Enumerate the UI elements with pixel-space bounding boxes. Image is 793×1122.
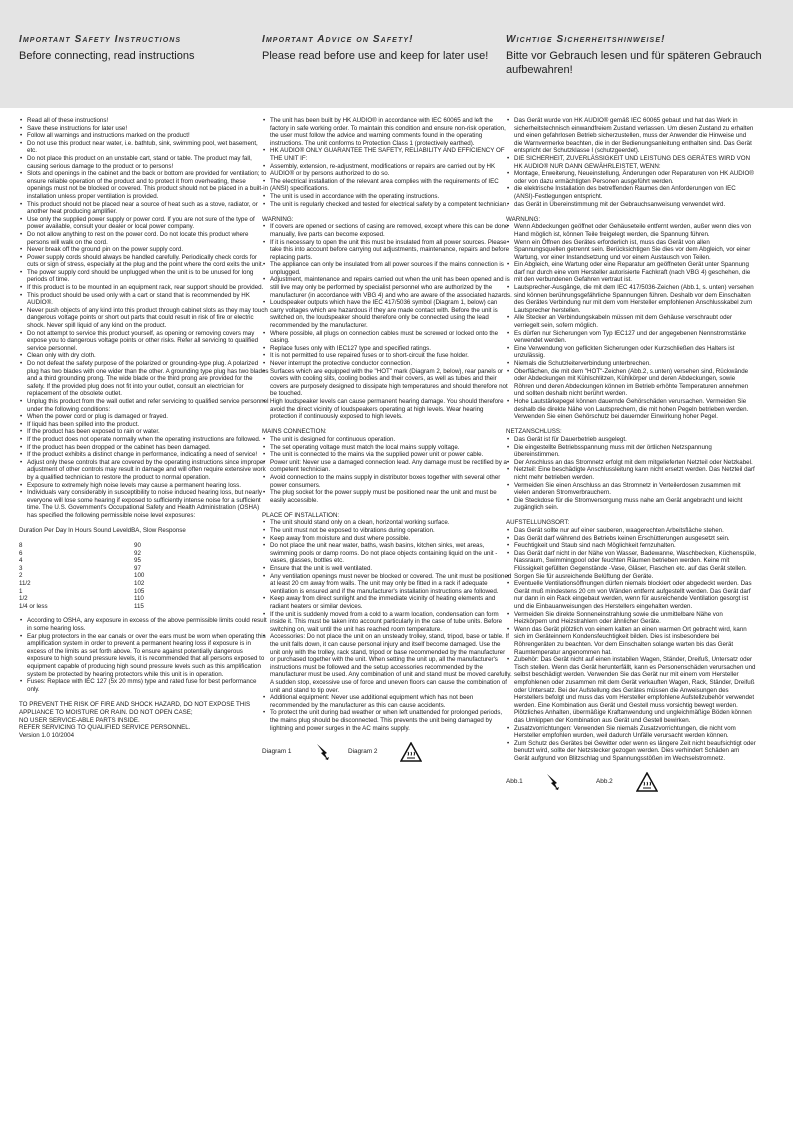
header-mid-title: Important Advice on Safety! — [262, 34, 414, 45]
list-item: • It is not permitted to use repaired fuses or to short-circuit the fuse holder. — [270, 352, 512, 360]
safety-list — [19, 117, 269, 519]
place-list — [262, 519, 512, 732]
list-item: • The unit is used in accordance with the operating instructions. — [270, 193, 512, 201]
duration-cell: 1 — [19, 587, 23, 595]
list-item: • HK AUDIO® ONLY GUARANTEE THE SAFETY, RELIABILITY AND EFFICIENCY OF THE UNIT IF: — [270, 147, 512, 162]
table-row — [19, 550, 144, 558]
list-item: • Ensure that the unit is well ventilated. — [270, 565, 512, 573]
list-item: • Vermeiden Sie direkte Sonneneinstrahlung sowie die unmittelbare Nähe von Heizkörpern und Heizstrahlern oder ähnlicher Geräte. — [514, 611, 756, 626]
list-item: • DIE SICHERHEIT, ZUVERLÄSSIGKEIT UND LEISTUNG DES GERÄTES WIRD VON HK AUDIO® NUR DANN GEWÄHRLEISTET, WENN: — [514, 155, 756, 170]
abb-2-label: Abb.2 — [596, 778, 613, 786]
mains-heading: MAINS CONNECTION: — [262, 428, 327, 436]
list-item: • The unit should stand only on a clean, horizontal working surface. — [270, 519, 512, 527]
duration-cell: 3 — [19, 564, 23, 572]
list-item: • To protect the unit during bad weather or when left unattended for prolonged periods, the mains plug should be disconnected. This prevents the unit being damaged by lightning and power surges in the AC mains supply. — [270, 709, 512, 732]
list-item: • Power unit: Never use a damaged connection lead. Any damage must be rectified by a competent technician. — [270, 459, 512, 474]
list-item: • Any ventilation openings must never be blocked or covered. The unit must be positioned at least 20 cm away from walls. The unit may only be fitted in a rack if adequate ventilation is ensured and if the manufacturer's installation instructions are followed. — [270, 573, 512, 596]
list-item: • Es dürfen nur Sicherungen vom Typ IEC127 und der angegebenen Nennstromstärke verwendet werden. — [514, 330, 756, 345]
header-de — [506, 34, 766, 77]
column-english-advice — [262, 117, 512, 768]
version-label: Version 1.0 10/2004 — [19, 731, 75, 739]
warning-list — [262, 223, 512, 420]
list-item: • High loudspeaker levels can cause permanent hearing damage. You should therefore avoid the direct vicinity of loudspeakers operating at high levels. Wear hearing protection if continuously exposed to high levels. — [270, 398, 512, 421]
duration-cell: 6 — [19, 549, 23, 557]
list-item: • This product should be used only with a cart or stand that is recommended by HK AUDIO®. — [27, 292, 269, 307]
list-item: • This product should not be placed near a source of heat such as a stove, radiator, or another heat producing amplifier. — [27, 201, 269, 216]
list-item: • Follow all warnings and instructions marked on the product! — [27, 132, 269, 140]
list-item: • Replace fuses only with IEC127 type and specified ratings. — [270, 345, 512, 353]
list-item: • Do not defeat the safety purpose of the polarized or grounding-type plug. A polarized plug has two blades with one wider than the other. A grounding type plug has two blades and a third grounding prong. The wide blade or the third prong are provided for the safety. If the provided plug does not fit into your outlet, consult an electrician for replacement of the obsolete outlet. — [27, 360, 269, 398]
header-de-title: Wichtige Sicherheitshinweise! — [506, 34, 666, 45]
list-item: • Assembly, extension, re-adjustment, modifications or repairs are carried out by HK AUDIO® or by persons authorized to do so. — [270, 163, 512, 178]
level-cell: 100 — [134, 572, 145, 580]
abb-1-label: Abb.1 — [506, 778, 523, 786]
list-item: • Adjustment, maintenance and repairs carried out when the unit has been opened and is still live may only be performed by specialist personnel who are authorized by the manufacturer (in accordance with VBG 4) and who are aware of the associated hazards. — [270, 276, 512, 299]
list-item: • Alle Stecker an Verbindungskabeln müssen mit dem Gehäuse verschraubt oder verriegelt sein, sofern möglich. — [514, 314, 756, 329]
list-item: • The set operating voltage must match the local mains supply voltage. — [270, 444, 512, 452]
header-en-title: Important Safety Instructions — [19, 34, 182, 45]
list-item: • Never interrupt the protective conductor connection. — [270, 360, 512, 368]
list-item: • Das Gerät darf nicht in der Nähe von Wasser, Badewanne, Waschbecken, Küchenspüle, Nassraum, Swimmingpool oder feuchten Räumen betrieben werden. Keine mit Flüssigkeit gefüllten Gegenstände -Vase, Gläser, Flaschen etc. auf das Gerät stellen. — [514, 550, 756, 573]
hot-surface-icon — [400, 742, 422, 762]
diagram-1-label: Diagram 1 — [262, 748, 292, 756]
list-item: • Individuals vary considerably in susceptibility to noise induced hearing loss, but nearly everyone will lose some hearing if exposed to sufficiently intense noise for a sufficient time. The U.S. Government's Occupational Safety and Health Administration (OSHA) has specified the following permissible noise level exposures: — [27, 489, 269, 519]
list-item: • Keep away from direct sunlight and the immediate vicinity of heating elements and radiant heaters or similar devices. — [270, 595, 512, 610]
list-item: • Exposure to extremely high noise levels may cause a permanent hearing loss. — [27, 482, 269, 490]
konformitaet-list — [506, 117, 756, 208]
aufstellungsort-list — [506, 527, 756, 762]
list-item: • Accessories: Do not place the unit on an unsteady trolley, stand, tripod, base or table. If the unit falls down, it can cause personal injury and itself become damaged. Use the unit only with the trolley, rack stand, tripod or base recommended by the manufacturer or purchased together with the unit. When setting the unit up, all the manufacturer's instructions must be followed and the setup accessories recommended by the manufacturer must be used. Any combination of unit and stand must be moved carefully. A sudden stop, excessive use of force and uneven floors can cause the combination of unit and stand to tip over. — [270, 633, 512, 694]
list-item: • die elektrische Installation des betreffenden Raumes den Anforderungen von IEC (ANSI)-Festlegungen entspricht. — [514, 185, 756, 200]
list-item: • If the product exhibits a distinct change in performance, indicating a need of service! — [27, 451, 269, 459]
list-item: • Lautsprecher-Ausgänge, die mit dem IEC 417/5036-Zeichen (Abb.1, s. unten) versehen sind können berührungsgefährliche Spannungen führen. Deshalb vor dem Einschalten des Gerätes Verbindung nur mit dem vom Hersteller empfohlenen Anschlusskabel zum Lautsprecher herstellen. — [514, 284, 756, 314]
list-item: • Unplug this product from the wall outlet and refer servicing to qualified service personnel under the following conditions: — [27, 398, 269, 413]
list-item: • If the unit is suddenly moved from a cold to a warm location, condensation can form inside it. This must be taken into account particularly in the case of tube units. Before switching on, wait until the unit has reached room temperature. — [270, 611, 512, 634]
abb-row — [506, 772, 756, 798]
conformity-list — [262, 117, 512, 208]
list-item: • Power supply cords should always be handled carefully. Periodically check cords for cuts or sign of stress, especially at the plug and the point where the cord exits the unit. — [27, 254, 269, 269]
column-german — [506, 117, 756, 798]
list-item: • Das Gerät sollte nur auf einer sauberen, waagerechten Arbeitsfläche stehen. — [514, 527, 756, 535]
list-item: • Where possible, all plugs on connection cables must be screwed or locked onto the casing. — [270, 330, 512, 345]
list-item: • Sorgen Sie für ausreichende Belüftung der Geräte. — [514, 573, 756, 581]
list-item: • Wenn das Gerät plötzlich von einem kalten an einen warmen Ort gebracht wird, kann sich im Geräteinnern Kondensfeuchtigkeit bilden. Dies ist insbesondere bei Röhrengeräten zu beachten. Vor dem Einschalten solange warten bis das Gerät Raumtemperatur angenommen hat. — [514, 626, 756, 656]
list-item: • Do not use this product near water, i.e. bathtub, sink, swimming pool, wet basement, etc. — [27, 140, 269, 155]
list-item: • Zubehör: Das Gerät nicht auf einen instabilen Wagen, Ständer, Dreifuß, Untersatz oder Tisch stellen. Wenn das Gerät herunterfällt, kann es Personenschäden verursachen und selbst beschädigt werden. Verwenden Sie das Gerät nur mit einem vom Hersteller empfohlenen oder zusammen mit dem Gerät verkauften Wagen, Rack, Ständer, Dreifuß oder Untersatz. Bei der Aufstellung des Gerätes müssen die Anweisungen des Herstellers befolgt und muss das vom Hersteller empfohlene Aufstellzubehör verwendet werden. Eine Kombination aus Gerät und Gestell muss vorsichtig bewegt werden. Plötzliches Anhalten, übermäßige Kraftanwendung und ungleichmäßige Böden können das Umkippen der Kombination aus Gerät und Gestell bewirken. — [514, 656, 756, 724]
level-cell: 92 — [134, 549, 141, 557]
list-item: • Die eingestellte Betriebsspannung muss mit der örtlichen Netzspannung übereinstimmen. — [514, 444, 756, 459]
list-item: • Do not place this product on an unstable cart, stand or table. The product may fall, causing serious damage to the product or to persons! — [27, 155, 269, 170]
list-item: • Slots and openings in the cabinet and the back or bottom are provided for ventilation; to ensure reliable operation of the product and to protect it from overheating, these openings must not be blocked or covered. This product should not be placed in a built-in installation unless proper ventilation is provided. — [27, 170, 269, 200]
list-item: • Vermeiden Sie einen Anschluss an das Stromnetz in Verteilerdosen zusammen mit vielen anderen Stromverbrauchern. — [514, 482, 756, 497]
list-item: • Die Steckdose für die Stromversorgung muss nahe am Gerät angebracht und leicht zugänglich sein. — [514, 497, 756, 512]
list-item: • Never break off the ground pin on the power supply cord. — [27, 246, 269, 254]
level-cell: 95 — [134, 557, 141, 565]
list-item: • The appliance can only be insulated from all power sources if the mains connection is unplugged. — [270, 261, 512, 276]
list-item: • If this product is to be mounted in an equipment rack, rear support should be provided. — [27, 284, 269, 292]
place-heading: PLACE OF INSTALLATION: — [262, 511, 340, 519]
list-item: • Hohe Lautstärkepegel können dauernde Gehörschäden verursachen. Vermeiden Sie deshalb die direkte Nähe von Lautsprechern, die mit hohen Pegeln betrieben werden. Verwenden Sie einen Gehörschutz bei dauernder Einwirkung hoher Pegel. — [514, 398, 756, 421]
table-row — [19, 580, 144, 588]
list-item: • The unit is designed for continuous operation. — [270, 436, 512, 444]
level-cell: 115 — [134, 602, 144, 610]
list-item: • Netzteil: Eine beschädigte Anschlussleitung kann nicht ersetzt werden. Das Netzteil darf nicht mehr betrieben werden. — [514, 466, 756, 481]
level-cell: 102 — [134, 580, 145, 588]
diagram-row — [262, 742, 512, 768]
list-item: • Do not attempt to service this product yourself, as opening or removing covers may expose you to dangerous voltage points or other risks. Refer all servicing to qualified service personnel. — [27, 330, 269, 353]
list-item: • If it is necessary to open the unit this must be insulated from all power sources. Please take this into account before carrying out adjustments, maintenance, repairs and before replacing parts. — [270, 239, 512, 262]
list-item: • das Gerät in Übereinstimmung mit der Gebrauchsanweisung verwendet wird. — [514, 201, 756, 209]
caps-line: NO USER SERVICE-ABLE PARTS INSIDE. — [19, 716, 140, 724]
lightning-bolt-icon — [544, 772, 564, 792]
list-item: • If the product has been exposed to rain or water. — [27, 428, 269, 436]
duration-cell: 8 — [19, 542, 23, 550]
header-en — [19, 34, 269, 63]
caps-line: TO PREVENT THE RISK OF FIRE AND SHOCK HAZARD, DO NOT EXPOSE THIS APPLIANCE TO MOISTURE OR RAIN. DO NOT OPEN CASE; — [19, 701, 251, 716]
list-item: • Ein Abgleich, eine Wartung oder eine Reparatur am geöffneten Gerät unter Spannung darf nur durch eine vom Hersteller autorisierte Fachkraft (nach VBG 4) geschehen, die mit den verbundenen Gefahren vertraut ist. — [514, 261, 756, 284]
lightning-bolt-icon — [314, 742, 334, 762]
list-item: • If the product has been dropped or the cabinet has been damaged. — [27, 444, 269, 452]
list-item: • Zum Schutz des Gerätes bei Gewitter oder wenn es längere Zeit nicht beaufsichtigt oder benutzt wird, sollte der Netzstecker gezogen werden. Dies verhindert Schäden am Gerät aufgrund von Blitzschlag und Spannungsstößen im Wechselstromnetz. — [514, 740, 756, 763]
list-item: • If the product does not operate normally when the operating instructions are followed. — [27, 436, 269, 444]
header-mid-subtitle: Please read before use and keep for later use! — [262, 50, 489, 62]
list-item: • The power supply cord should be unplugged when the unit is to be unused for long periods of time. — [27, 269, 269, 284]
level-cell: 97 — [134, 564, 141, 572]
osha-list — [19, 617, 269, 693]
list-item: • Fuses: Replace with IEC 127 (5x 20 mms) type and rated fuse for best performance only. — [27, 678, 269, 693]
list-item: • Wenn ein Öffnen des Gerätes erforderlich ist, muss das Gerät von allen Spannungsquellen getrennt sein. Berücksichtigen Sie dies vor dem Abgleich, vor einer Wartung, vor einer Instandsetzung und vor einem Austausch von Teilen. — [514, 239, 756, 262]
list-item: • Keep away from moisture and dust where possible. — [270, 535, 512, 543]
mains-list — [262, 436, 512, 504]
column-english-safety — [19, 117, 269, 739]
header-de-subtitle: Bitte vor Gebrauch lesen und für späteren Gebrauch aufbewahren! — [506, 50, 762, 76]
list-item: • Der Anschluss an das Stromnetz erfolgt mit dem mitgelieferten Netzteil oder Netzkabel. — [514, 459, 756, 467]
list-item: • The unit must not be exposed to vibrations during operation. — [270, 527, 512, 535]
list-item: • Adjust only these controls that are covered by the operating instructions since improper adjustment of other controls may result in damage and will often require extensive work by a qualified technician to restore the product to normal operation. — [27, 459, 269, 482]
list-item: • The electrical installation of the relevant area complies with the requirements of IEC (ANSI) specifications. — [270, 178, 512, 193]
table-row — [19, 572, 144, 580]
list-item: • Surfaces which are equipped with the "HOT" mark (Diagram 2, below), rear panels or covers with cooling slits, cooling bodies and their covers, as well as tubes and their covers are purposely designed to dissipate high temperatures and should therefore not be touched. — [270, 368, 512, 398]
warnung-heading: WARNUNG: — [506, 215, 541, 223]
aufstellungsort-heading: AUFSTELLUNGSORT: — [506, 519, 570, 527]
list-item: • Additional equipment: Never use additional equipment which has not been recommended by the manufacturer as this can cause accidents. — [270, 694, 512, 709]
noise-table-header: Duration Per Day In Hours Sound LeveldBA, Slow Response — [19, 527, 186, 535]
list-item: • Das Gerät darf während des Betriebs keinen Erschütterungen ausgesetzt sein. — [514, 535, 756, 543]
list-item: • Loudspeaker outputs which have the IEC 417/5036 symbol (Diagram 1, below) can carry voltages which are hazardous if they are made contact with. Before the unit is switched on, the loudspeaker should therefore only be connected using the lead recommended by the manufacturer. — [270, 299, 512, 329]
duration-cell: 1/2 — [19, 595, 28, 603]
list-item: • The unit is connected to the mains via the supplied power unit or power cable. — [270, 451, 512, 459]
list-item: • Zusatzvorrichtungen: Verwenden Sie niemals Zusatzvorrichtungen, die nicht vom Hersteller empfohlen wurden, weil dadurch Unfälle verursacht werden können. — [514, 725, 756, 740]
list-item: • Eine Verwendung von geflickten Sicherungen oder Kurzschließen des Halters ist unzulässig. — [514, 345, 756, 360]
table-row — [19, 595, 144, 603]
noise-table — [19, 542, 144, 610]
duration-cell: 11/2 — [19, 580, 31, 588]
list-item: • The plug socket for the power supply must be positioned near the unit and must be easily accessible. — [270, 489, 512, 504]
duration-cell: 1/4 or less — [19, 602, 48, 610]
list-item: • If liquid has been spilled into the product. — [27, 421, 269, 429]
list-item: • Das Gerät ist für Dauerbetrieb ausgelegt. — [514, 436, 756, 444]
list-item: • Avoid connection to the mains supply in distributor boxes together with several other power consumers. — [270, 474, 512, 489]
list-item: • Clean only with dry cloth. — [27, 352, 269, 360]
table-row — [19, 588, 144, 596]
level-cell: 110 — [134, 595, 144, 603]
list-item: • Read all of these instructions! — [27, 117, 269, 125]
table-row — [19, 557, 144, 565]
list-item: • Niemals die Schutzleiterverbindung unterbrechen. — [514, 360, 756, 368]
list-item: • Wenn Abdeckungen geöffnet oder Gehäuseteile entfernt werden, außer wenn dies von Hand möglich ist, können Teile freigelegt werden, die Spannung führen. — [514, 223, 756, 238]
list-item: • Eventuelle Ventilationsöffnungen dürfen niemals blockiert oder abgedeckt werden. Das Gerät muß mindestens 20 cm von Wänden entfernt aufgestellt werden. Das Gerät darf nur dann in ein Rack eingebaut werden, wenn für ausreichende Ventilation gesorgt ist und die Einbauanweisungen des Herstellers eingehalten werden. — [514, 580, 756, 610]
hot-surface-icon — [636, 772, 658, 792]
list-item: • Das Gerät wurde von HK AUDIO® gemäß IEC 60065 gebaut und hat das Werk in sicherheitstechnisch einwandfreiem Zustand verlassen. Um diesen Zustand zu erhalten und einen gefahrlosen Betrieb sicherzustellen, muss der Anwender die Hinweise und die Warnvermerke beachten, die in der Bedienungsanleitung enthalten sind. Das Gerät entspricht der Schutzklasse I (schutzgeerdet). — [514, 117, 756, 155]
header-band — [0, 0, 793, 108]
list-item: • Oberflächen, die mit dem "HOT"-Zeichen (Abb.2, s.unten) versehen sind, Rückwände oder Abdeckungen mit Kühlschlitzen, Kühlkörper und deren Abdeckungen, sowie Röhren und deren Abdeckungen können im Betrieb erhöhte Temperaturen annehmen und sollten deshalb nicht berührt werden. — [514, 368, 756, 398]
caps-warning — [19, 701, 269, 731]
list-item: • The unit is regularly checked and tested for electrical safety by a competent technician. — [270, 201, 512, 209]
list-item: • Ear plug protectors in the ear canals or over the ears must be worn when operating this amplification system in order to prevent a permanent hearing loss if exposure is in excess of the limits as set forth above. To ensure against potentially dangerous exposure to high sound pressure levels, it is recommended that all persons exposed to equipment capable of producing high sound pressure levels such as this amplification system be protected by hearing protectors while this unit is in operation. — [27, 633, 269, 679]
level-cell: 105 — [134, 587, 145, 595]
warning-heading: WARNING: — [262, 215, 294, 223]
header-en-subtitle: Before connecting, read instructions — [19, 50, 195, 62]
list-item: • According to OSHA, any exposure in excess of the above permissible limits could result in some hearing loss. — [27, 617, 269, 632]
list-item: • Save these instructions for later use! — [27, 125, 269, 133]
list-item: • The unit has been built by HK AUDIO® in accordance with IEC 60065 and left the factory in safe working order. To maintain this condition and ensure non-risk operation, the user must follow the advice and warning comments found in the operating instructions. The unit conforms to Protection Class 1 (protectively earthed). — [270, 117, 512, 147]
header-mid — [262, 34, 512, 63]
list-item: • If covers are opened or sections of casing are removed, except where this can be done manually, live parts can become exposed. — [270, 223, 512, 238]
caps-line: REFER SERVICING TO QUALIFIED SERVICE PERSONNEL. — [19, 724, 191, 732]
list-item: • Never push objects of any kind into this product through cabinet slots as they may touch dangerous voltage points or short out parts that could result in risk of fire or electric shock. Never spill liquid of any kind on the product. — [27, 307, 269, 330]
list-item: • Feuchtigkeit und Staub sind nach Möglichkeit fernzuhalten. — [514, 542, 756, 550]
level-cell: 90 — [134, 542, 141, 550]
duration-cell: 2 — [19, 572, 23, 580]
list-item: • Use only the supplied power supply or power cord. If you are not sure of the type of power available, consult your dealer or local power company. — [27, 216, 269, 231]
table-row — [19, 603, 144, 611]
list-item: • Do not place the unit near water, baths, wash basins, kitchen sinks, wet areas, swimming pools or damp rooms. Do not place objects containing liquid on the unit - vases, glasses, bottles etc. — [270, 542, 512, 565]
table-row — [19, 565, 144, 573]
table-row — [19, 542, 144, 550]
list-item: • Do not allow anything to rest on the power cord. Do not locate this product where persons will walk on the cord. — [27, 231, 269, 246]
duration-cell: 4 — [19, 557, 23, 565]
list-item: • Montage, Erweiterung, Neueinstellung, Änderungen oder Reparaturen von HK AUDIO® oder von dazu ermächtigten Personen ausgeführt werden. — [514, 170, 756, 185]
warnung-list — [506, 223, 756, 420]
netzanschluss-list — [506, 436, 756, 512]
list-item: • When the power cord or plug is damaged or frayed. — [27, 413, 269, 421]
diagram-2-label: Diagram 2 — [348, 748, 378, 756]
netzanschluss-heading: NETZANSCHLUSS: — [506, 428, 562, 436]
